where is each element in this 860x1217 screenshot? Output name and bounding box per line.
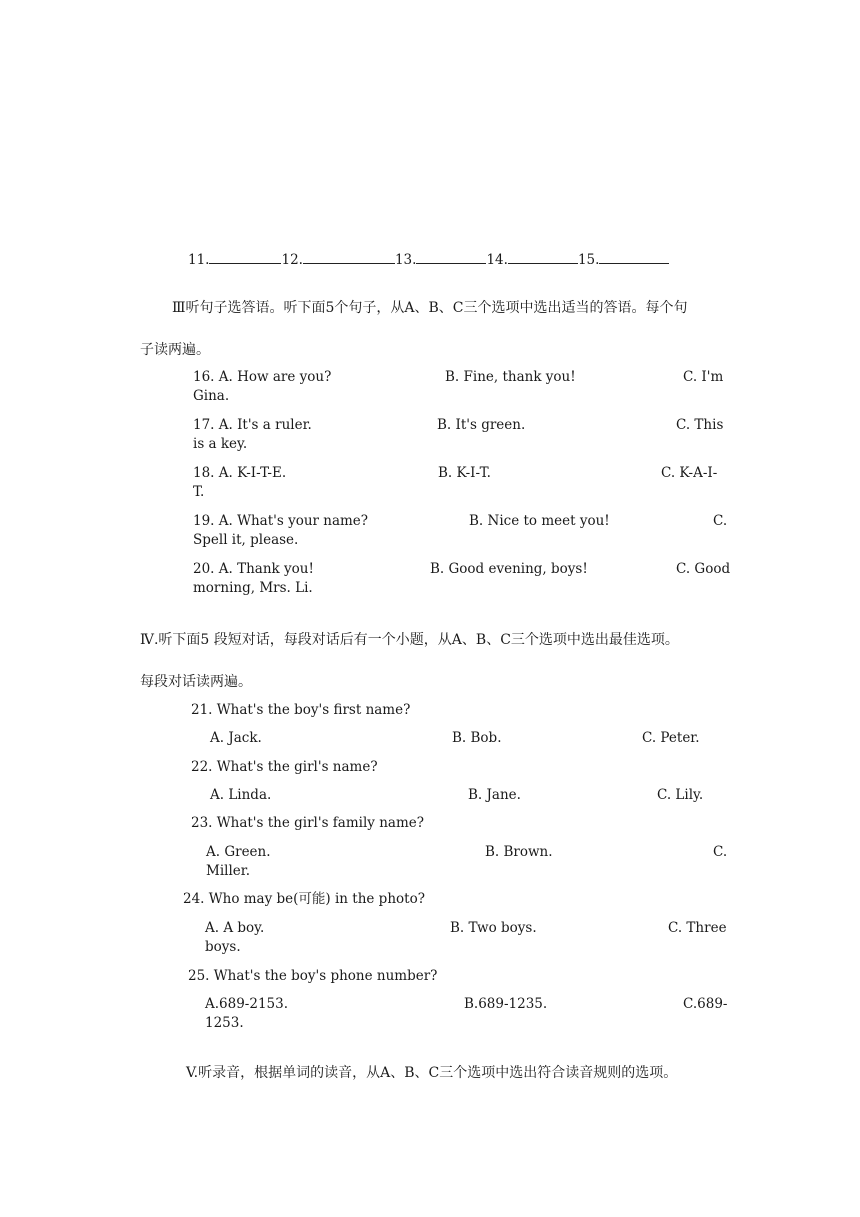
section-4-heading-line2: 每段对话读两遍。 — [140, 674, 252, 690]
section-3-heading-line2: 子读两遍。 — [140, 342, 210, 358]
question-22-option-c: C. Lily. — [657, 787, 704, 803]
question-24-option-b: B. Two boys. — [450, 920, 537, 936]
question-21-prompt: 21. What's the boy's first name? — [191, 702, 411, 718]
question-16-option-c-wrap: Gina. — [193, 388, 230, 404]
question-24-prompt: 24. Who may be(可能) in the photo? — [183, 891, 425, 907]
blank-label-13: 13. — [394, 252, 417, 268]
question-23-prompt: 23. What's the girl's family name? — [191, 815, 424, 831]
answer-blank-11[interactable] — [209, 251, 281, 264]
question-17-option-c-wrap: is a key. — [193, 436, 248, 452]
answer-blank-12[interactable] — [303, 251, 395, 264]
blank-label-12: 12. — [281, 252, 303, 268]
question-25-option-c-wrap: 1253. — [205, 1015, 244, 1031]
section-5-heading: V.听录音，根据单词的读音，从A、B、C三个选项中选出符合读音规则的选项。 — [186, 1065, 678, 1081]
question-22-option-a: A. Linda. — [210, 787, 272, 803]
question-17-option-c: C. This — [676, 417, 724, 433]
question-19-option-b: B. Nice to meet you! — [469, 513, 610, 529]
section-4-heading-line1: Ⅳ.听下面5 段短对话，每段对话后有一个小题，从A、B、C三个选项中选出最佳选项。 — [140, 632, 679, 648]
blank-label-11: 11. — [188, 252, 210, 268]
question-24-option-a: A. A boy. — [205, 920, 265, 936]
question-21-option-c: C. Peter. — [642, 730, 700, 746]
question-25-prompt: 25. What's the boy's phone number? — [188, 968, 438, 984]
answer-blank-15[interactable] — [599, 251, 669, 264]
question-17-option-b: B. It's green. — [437, 417, 526, 433]
question-20-option-a: 20. A. Thank you! — [193, 561, 314, 577]
question-25-option-b: B.689-1235. — [464, 996, 548, 1012]
question-23-option-c: C. — [713, 844, 728, 860]
question-16-option-a: 16. A. How are you? — [193, 369, 332, 385]
question-19-option-a: 19. A. What's your name? — [193, 513, 369, 529]
question-19-option-c-wrap: Spell it, please. — [193, 532, 299, 548]
answer-blanks-row — [188, 251, 669, 270]
question-24-option-c: C. Three — [668, 920, 727, 936]
question-17-option-a: 17. A. It's a ruler. — [193, 417, 312, 433]
question-18-option-c: C. K-A-I- — [661, 465, 718, 481]
question-22-prompt: 22. What's the girl's name? — [191, 759, 378, 775]
question-18-option-b: B. K-I-T. — [438, 465, 491, 481]
question-25-option-c: C.689- — [683, 996, 728, 1012]
question-16-option-b: B. Fine, thank you! — [445, 369, 576, 385]
question-19-option-c: C. — [713, 513, 728, 529]
question-18-option-c-wrap: T. — [193, 484, 205, 500]
question-20-option-c: C. Good — [676, 561, 731, 577]
answer-blank-13[interactable] — [416, 251, 486, 264]
section-3-heading-line1: Ⅲ听句子选答语。听下面5个句子，从A、B、C三个选项中选出适当的答语。每个句 — [172, 300, 688, 316]
question-22-option-b: B. Jane. — [468, 787, 521, 803]
question-21-option-b: B. Bob. — [452, 730, 502, 746]
question-21-option-a: A. Jack. — [210, 730, 262, 746]
question-24-option-c-wrap: boys. — [205, 939, 241, 955]
question-25-option-a: A.689-2153. — [205, 996, 289, 1012]
question-20-option-c-wrap: morning, Mrs. Li. — [193, 580, 313, 596]
answer-blank-14[interactable] — [508, 251, 578, 264]
question-23-option-c-wrap: Miller. — [206, 863, 251, 879]
question-18-option-a: 18. A. K-I-T-E. — [193, 465, 287, 481]
blank-label-15: 15. — [577, 252, 600, 268]
blank-label-14: 14. — [486, 252, 508, 268]
question-23-option-a: A. Green. — [206, 844, 271, 860]
question-20-option-b: B. Good evening, boys! — [430, 561, 588, 577]
question-23-option-b: B. Brown. — [485, 844, 553, 860]
question-16-option-c: C. I'm — [683, 369, 724, 385]
